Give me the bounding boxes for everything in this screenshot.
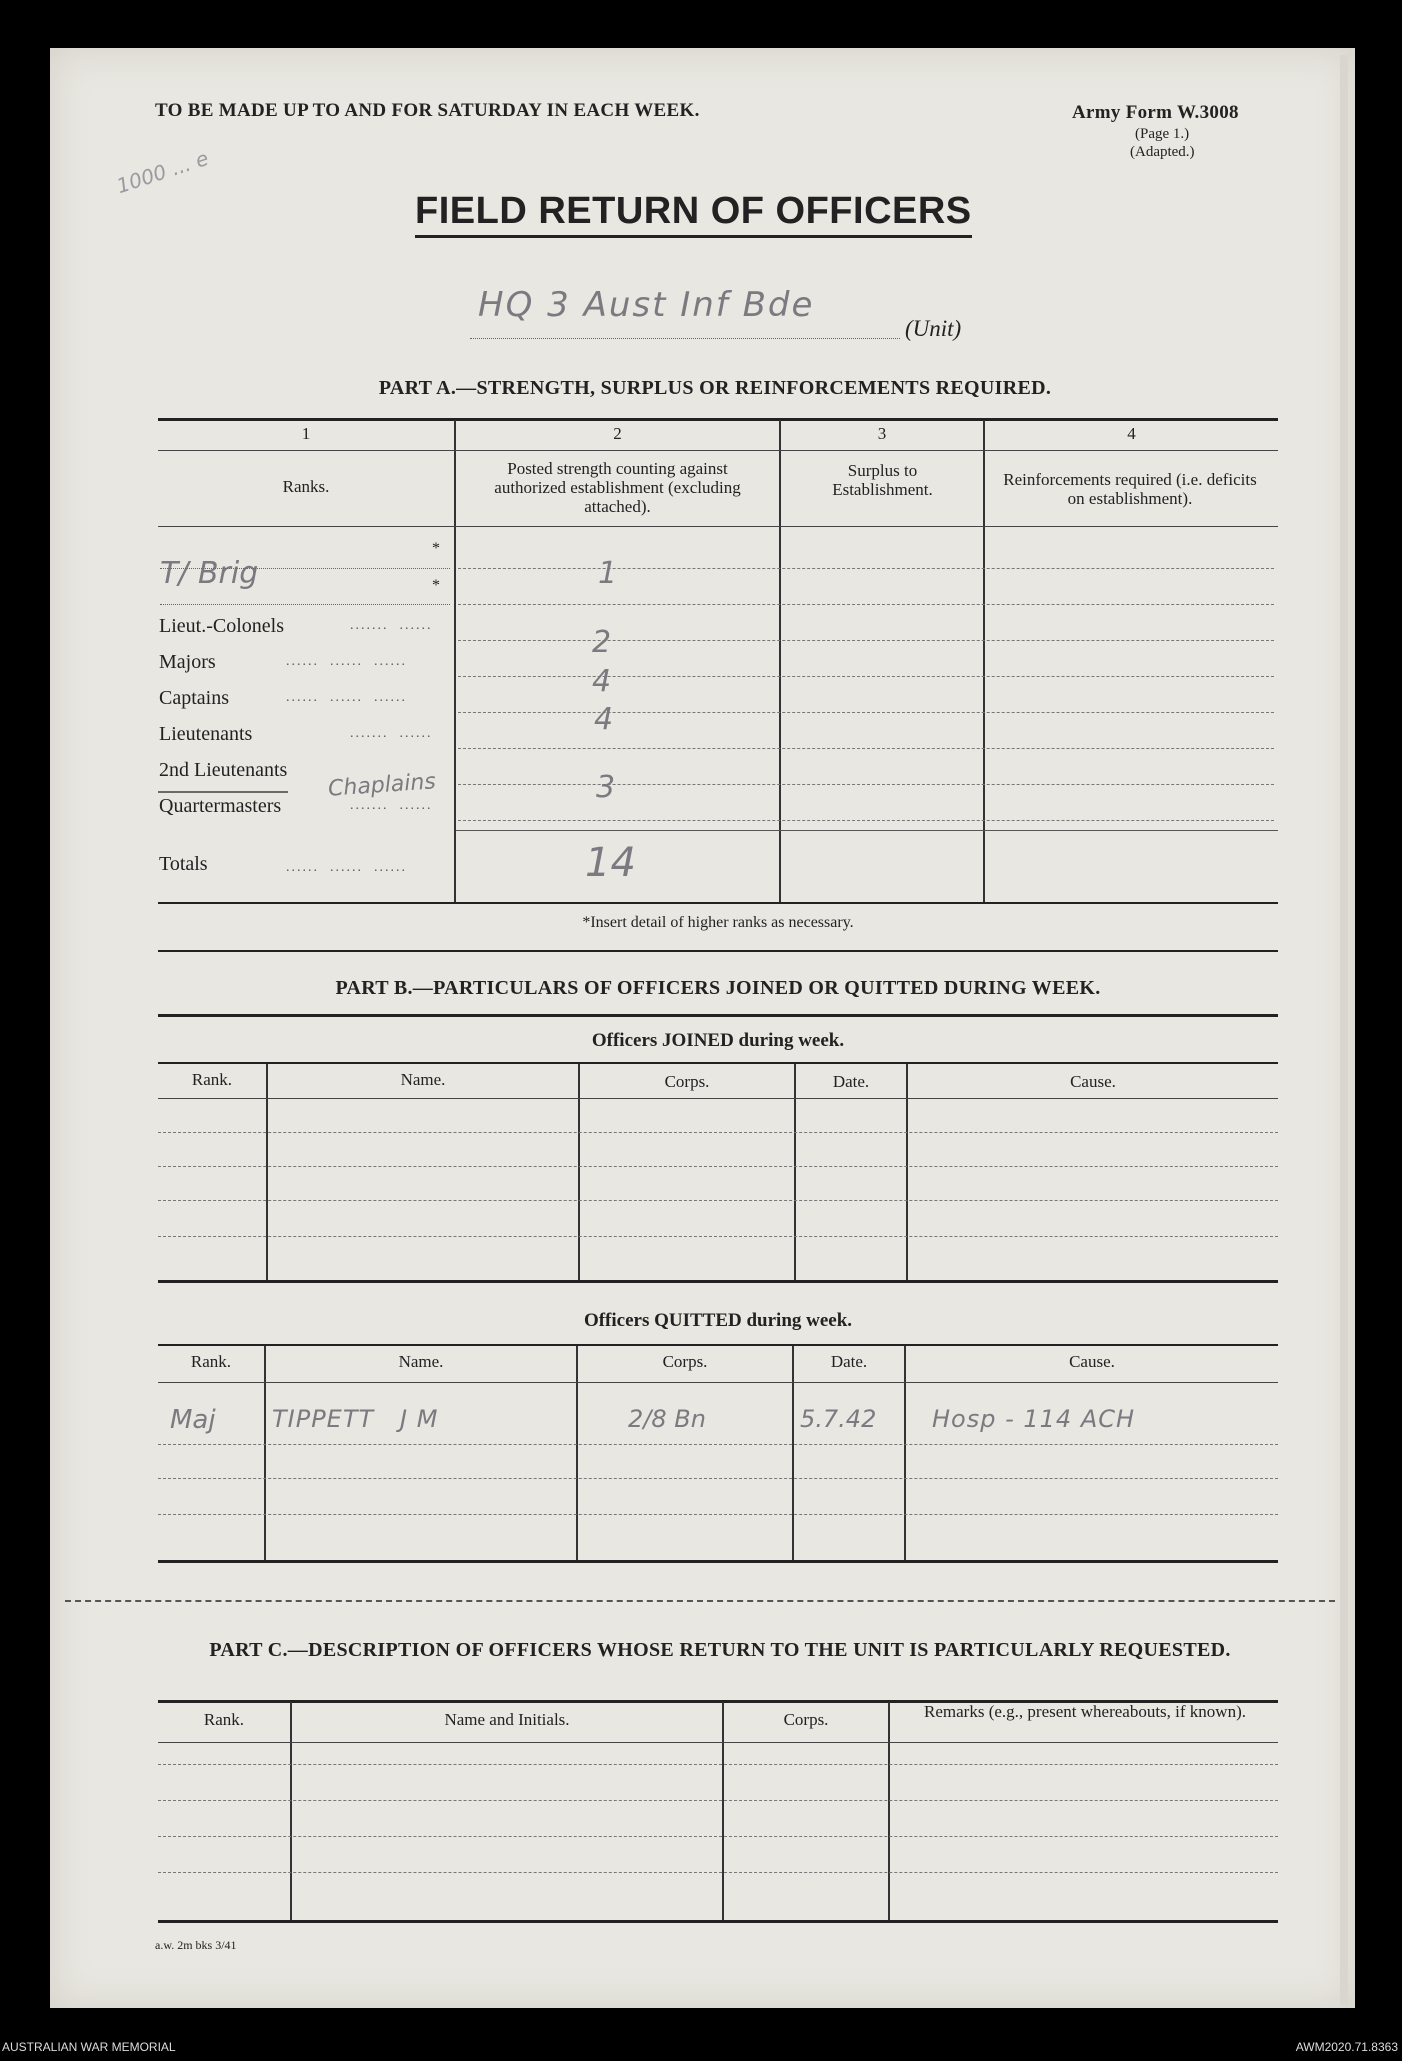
totals-value: 14 [585, 840, 636, 886]
part-c-divider-3 [888, 1702, 890, 1920]
row-rule [458, 604, 1274, 605]
part-b-title: PART B.—PARTICULARS OF OFFICERS JOINED OR QUITTED DURING WEEK. [335, 977, 1101, 999]
strikethrough-line [158, 791, 288, 793]
quitted-col-corps: Corps. [662, 1352, 708, 1371]
leader-dots: ...... ...... ...... [286, 860, 407, 875]
quitted-col-date: Date. [830, 1352, 868, 1371]
row-rule [458, 784, 1274, 785]
chaplains-handwritten: Chaplains [327, 769, 437, 802]
strength-majors: 2 [592, 625, 612, 660]
form-adapted: (Adapted.) [1130, 144, 1195, 160]
totals-label: Totals [159, 853, 208, 875]
strength-captains: 4 [592, 664, 612, 699]
joined-row-rule [158, 1132, 1278, 1133]
joined-top-rule [158, 1062, 1278, 1064]
part-a-title: PART A.—STRENGTH, SURPLUS OR REINFORCEMENTS REQUIRED. [378, 377, 1052, 399]
col-header-posted: Posted strength counting against authorized establishment (excluding attached). [494, 459, 741, 516]
quitted-col-name: Name. [398, 1352, 444, 1371]
joined-col-cause: Cause. [1070, 1072, 1116, 1091]
col-header-reinforcements: Reinforcements required (i.e. deficits on establishment). [1003, 470, 1257, 508]
perforation-line [65, 1600, 1335, 1602]
row-rule [458, 712, 1274, 713]
joined-divider-1 [266, 1064, 268, 1280]
rank-lieutenants: Lieutenants [159, 723, 253, 745]
strength-quartermasters: 3 [596, 770, 616, 805]
part-a-top-rule [158, 418, 1278, 421]
leader-dots: ...... ...... ...... [286, 654, 407, 669]
quitted-col-rank: Rank. [190, 1352, 232, 1371]
row-rule [160, 568, 450, 569]
part-a-number-rule [158, 450, 1278, 451]
joined-divider-3 [794, 1064, 796, 1280]
col-number-2: 2 [613, 424, 622, 443]
rank-handwritten-brig: T/ Brig [160, 556, 259, 591]
joined-row-rule [158, 1200, 1278, 1201]
print-code: a.w. 2m bks 3/41 [155, 1938, 237, 1952]
row-rule [458, 676, 1274, 677]
page-title: FIELD RETURN OF OFFICERS [415, 190, 972, 238]
part-c-row-rule [158, 1872, 1278, 1873]
footer-right: AWM2020.71.8363 [1295, 2040, 1398, 2054]
part-c-row-rule [158, 1800, 1278, 1801]
part-c-col-name: Name and Initials. [444, 1710, 570, 1729]
part-c-row-rule [158, 1836, 1278, 1837]
unit-handwritten: HQ 3 Aust Inf Bde [478, 285, 815, 325]
quitted-title: Officers QUITTED during week. [583, 1310, 853, 1331]
joined-col-name: Name. [400, 1070, 446, 1089]
joined-bottom-rule [158, 1280, 1278, 1283]
part-c-row-rule [158, 1764, 1278, 1765]
row-rule [458, 820, 1274, 821]
leader-dots: ...... ...... ...... [286, 690, 407, 705]
joined-title: Officers JOINED during week. [591, 1030, 845, 1051]
quitted-rank: Maj [170, 1405, 216, 1435]
part-a-footnote-rule [158, 950, 1278, 952]
quitted-top-rule [158, 1344, 1278, 1346]
form-page: (Page 1.) [1135, 126, 1190, 142]
leader-dots: ....... ...... [350, 618, 433, 633]
strength-lieutenants: 4 [594, 702, 614, 737]
quitted-col-cause: Cause. [1069, 1352, 1115, 1371]
joined-header-rule [158, 1098, 1278, 1099]
leader-dots: ....... ...... [350, 798, 433, 813]
footer-left: AUSTRALIAN WAR MEMORIAL [2, 2040, 176, 2054]
unit-underline [470, 338, 900, 339]
joined-row-rule [158, 1236, 1278, 1237]
rank-captains: Captains [159, 687, 229, 709]
form-id: Army Form W.3008 [1072, 102, 1239, 123]
rank-2nd-lieutenants: 2nd Lieutenants [159, 759, 288, 781]
row-rule [458, 640, 1274, 641]
quitted-date: 5.7.42 [800, 1405, 877, 1433]
joined-col-rank: Rank. [191, 1070, 233, 1089]
part-c-title: PART C.—DESCRIPTION OF OFFICERS WHOSE RETURN TO THE UNIT IS PARTICULARLY REQUESTED. [209, 1639, 1231, 1661]
asterisk-2: * [432, 577, 440, 594]
quitted-bottom-rule [158, 1560, 1278, 1563]
joined-col-date: Date. [832, 1072, 870, 1091]
part-a-bottom-rule [158, 902, 1278, 904]
strength-brig: 1 [598, 556, 618, 591]
instruction-text: TO BE MADE UP TO AND FOR SATURDAY IN EACH WEEK. [155, 100, 700, 121]
quitted-divider-3 [792, 1346, 794, 1560]
joined-divider-4 [906, 1064, 908, 1280]
rank-quartermasters: Quartermasters [159, 795, 282, 817]
page-edge [1340, 55, 1348, 2005]
part-c-header-rule [158, 1742, 1278, 1743]
rank-majors: Majors [159, 651, 216, 673]
joined-row-rule [158, 1166, 1278, 1167]
quitted-divider-4 [904, 1346, 906, 1560]
part-c-divider-2 [722, 1702, 724, 1920]
col-number-1: 1 [301, 424, 311, 443]
col-number-3: 3 [877, 424, 887, 443]
col-number-4: 4 [1127, 424, 1136, 443]
part-b-top-rule [158, 1014, 1278, 1017]
joined-divider-2 [578, 1064, 580, 1280]
joined-col-corps: Corps. [664, 1072, 710, 1091]
part-c-col-remarks: Remarks (e.g., present whereabouts, if known). [924, 1702, 1246, 1721]
row-rule [458, 568, 1274, 569]
margin-note: 1000 ... e [113, 145, 212, 199]
quitted-cause: Hosp - 114 ACH [932, 1405, 1136, 1433]
row-rule [160, 604, 450, 605]
part-a-header-rule [158, 526, 1278, 527]
totals-rule [456, 830, 1278, 831]
part-c-divider-1 [290, 1702, 292, 1920]
part-c-col-rank: Rank. [203, 1710, 245, 1729]
leader-dots: ....... ...... [350, 726, 433, 741]
quitted-divider-2 [576, 1346, 578, 1560]
quitted-row-rule [158, 1514, 1278, 1515]
quitted-divider-1 [264, 1346, 266, 1560]
quitted-name: TIPPETT J M [272, 1405, 439, 1433]
quitted-corps: 2/8 Bn [628, 1405, 706, 1433]
part-a-footnote: *Insert detail of higher ranks as necessary. [582, 914, 854, 931]
asterisk-1: * [432, 540, 440, 557]
part-c-bottom-rule [158, 1920, 1278, 1923]
part-c-col-corps: Corps. [783, 1710, 829, 1729]
rank-lieut-colonels: Lieut.-Colonels [159, 615, 284, 637]
col-header-surplus: Surplus to Establishment. [832, 461, 933, 499]
quitted-header-rule [158, 1382, 1278, 1383]
unit-label: (Unit) [905, 316, 962, 341]
row-rule [458, 748, 1274, 749]
quitted-row-rule [158, 1478, 1278, 1479]
col-header-ranks: Ranks. [282, 477, 330, 496]
quitted-row-rule [158, 1444, 1278, 1445]
